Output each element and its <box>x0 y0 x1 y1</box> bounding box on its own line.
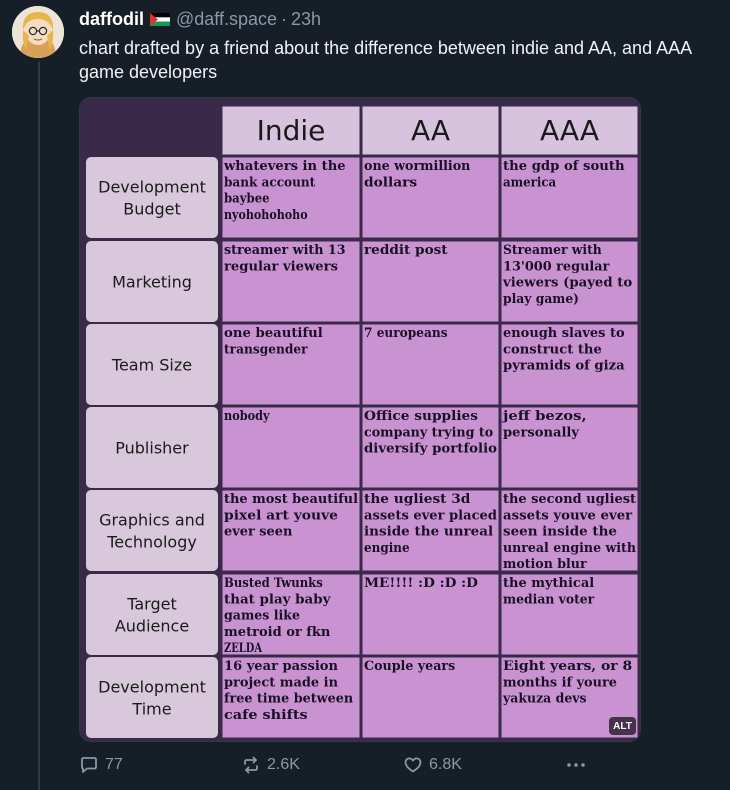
row-label-text: Development <box>98 177 206 197</box>
reply-button[interactable] <box>79 755 123 775</box>
palestine-flag-icon <box>150 13 170 26</box>
column-header-label: AA <box>410 114 451 147</box>
table-cell-text: regular viewers <box>224 258 338 274</box>
author-name[interactable]: daffodil <box>79 8 144 29</box>
table-cell-text: 7 europeans <box>364 325 448 340</box>
speech-bubble-icon <box>79 755 99 775</box>
table-cell-text: Streamer with <box>503 242 602 257</box>
table-cell-text: 16 year passion <box>224 658 338 673</box>
author-handle[interactable]: @daff.space <box>176 8 278 29</box>
table-cell-text: months if youre <box>503 674 617 690</box>
table-cell-text: personally <box>503 424 580 440</box>
table-cell-text: pyramids of giza <box>503 357 625 373</box>
table-cell-text: median voter <box>503 591 595 607</box>
heart-icon <box>403 755 423 775</box>
table-cell-text: metroid or fkn <box>224 623 331 639</box>
table-cell-text: company trying to <box>364 424 494 440</box>
table-cell-text: enough slaves to <box>503 325 625 340</box>
table-cell-text: america <box>503 174 557 190</box>
row-label-text: Publisher <box>115 438 189 458</box>
table-cell-text: Busted Twunks <box>224 575 323 590</box>
row-label-text: Marketing <box>112 272 192 292</box>
row-label-text: Budget <box>123 199 181 219</box>
post-actions <box>79 752 599 778</box>
row-label-cell-5 <box>86 574 218 655</box>
table-cell-text: one wormillion <box>364 158 471 173</box>
row-label-cell-0 <box>86 157 218 238</box>
table-cell-text: inside the unreal <box>364 523 494 539</box>
table-cell-text: cafe shifts <box>224 706 308 722</box>
table-cell-text: the gdp of south <box>503 158 625 173</box>
row-label-cell-6 <box>86 657 218 738</box>
table-cell-text: the mythical <box>503 575 595 590</box>
table-cell-text: the ugliest 3d <box>364 491 471 506</box>
row-label-text: Graphics and <box>99 510 205 530</box>
table-cell-text: ZELDA <box>224 640 263 656</box>
avatar-illustration <box>12 6 64 58</box>
header-separator: · <box>281 8 288 29</box>
repost-button[interactable] <box>241 755 300 775</box>
table-cell-text: jeff bezos, <box>501 408 587 423</box>
table-cell-text: Office supplies <box>364 408 478 423</box>
avatar[interactable] <box>12 6 64 58</box>
table-cell-text: pixel art youve <box>224 507 338 523</box>
table-cell-text: motion blur <box>503 556 587 572</box>
table-cell-text: unreal engine with <box>503 539 636 555</box>
row-label-text: Time <box>132 699 172 719</box>
table-cell-text: nobody <box>224 408 271 423</box>
row-label-text: Team Size <box>111 355 193 375</box>
table-cell-text: games like <box>224 607 300 623</box>
table-cell-text: seen inside the <box>503 523 617 539</box>
repost-arrows-icon <box>241 755 261 775</box>
table-cell-text: the second ugliest <box>503 491 637 506</box>
table-cell-text: bank account <box>224 174 316 190</box>
post-header <box>79 7 321 31</box>
repost-count: 2.6K <box>267 756 300 773</box>
table-cell-text: baybee <box>224 190 270 206</box>
column-header-label: AAA <box>539 114 600 147</box>
like-button[interactable] <box>403 755 462 775</box>
post-time[interactable]: 23h <box>291 8 322 29</box>
like-count: 6.8K <box>429 756 462 773</box>
thread-line <box>38 62 40 790</box>
table-cell-text: engine <box>364 539 410 555</box>
table-cell-text: free time between <box>224 690 354 706</box>
table-cell-text: nyohohohoho <box>224 206 308 222</box>
table-cell-text: Eight years, or 8 <box>503 658 633 673</box>
row-label-text: Target <box>127 594 177 614</box>
table-cell-text: project made in <box>224 674 338 690</box>
row-label-text: Technology <box>107 532 197 552</box>
table-cell-text: assets youve ever <box>503 507 633 523</box>
post-image[interactable] <box>79 97 641 742</box>
row-label-text: Development <box>98 677 206 697</box>
table-cell-text: one beautiful <box>224 325 324 340</box>
ellipsis-icon <box>565 755 587 775</box>
row-label-text: Audience <box>114 616 190 636</box>
table-cell-text: 13'000 regular <box>503 258 610 274</box>
table-cell-text: diversify portfolio <box>364 440 497 456</box>
table-cell-text: viewers (payed to <box>501 274 633 290</box>
table-cell-text: dollars <box>364 174 418 190</box>
table-cell-text: streamer with 13 <box>224 242 346 257</box>
reply-count: 77 <box>105 756 123 773</box>
comparison-chart-image <box>80 98 640 741</box>
table-cell-text: play game) <box>503 290 579 306</box>
table-cell-text: reddit post <box>364 242 448 257</box>
column-header-label: Indie <box>256 114 326 147</box>
table-cell-text: transgender <box>224 341 308 357</box>
table-cell-text: yakuza devs <box>502 690 587 706</box>
table-cell-text: that play baby <box>224 591 332 607</box>
table-cell-text: ever seen <box>224 523 293 539</box>
table-cell-text: construct the <box>503 341 602 357</box>
alt-badge[interactable]: ALT <box>609 717 636 735</box>
table-cell-text: assets ever placed <box>364 507 498 523</box>
more-options-button[interactable] <box>565 755 587 775</box>
row-label-cell-4 <box>86 490 218 571</box>
table-cell-text: ME!!!! :D :D :D <box>364 575 479 590</box>
table-cell-text: whatevers in the <box>222 158 346 173</box>
table-cell-text: the most beautiful <box>224 491 359 506</box>
table-cell-text: Couple years <box>364 658 456 673</box>
post-text: chart drafted by a friend about the difference between indie and AA, and AAA game developers <box>79 38 692 82</box>
